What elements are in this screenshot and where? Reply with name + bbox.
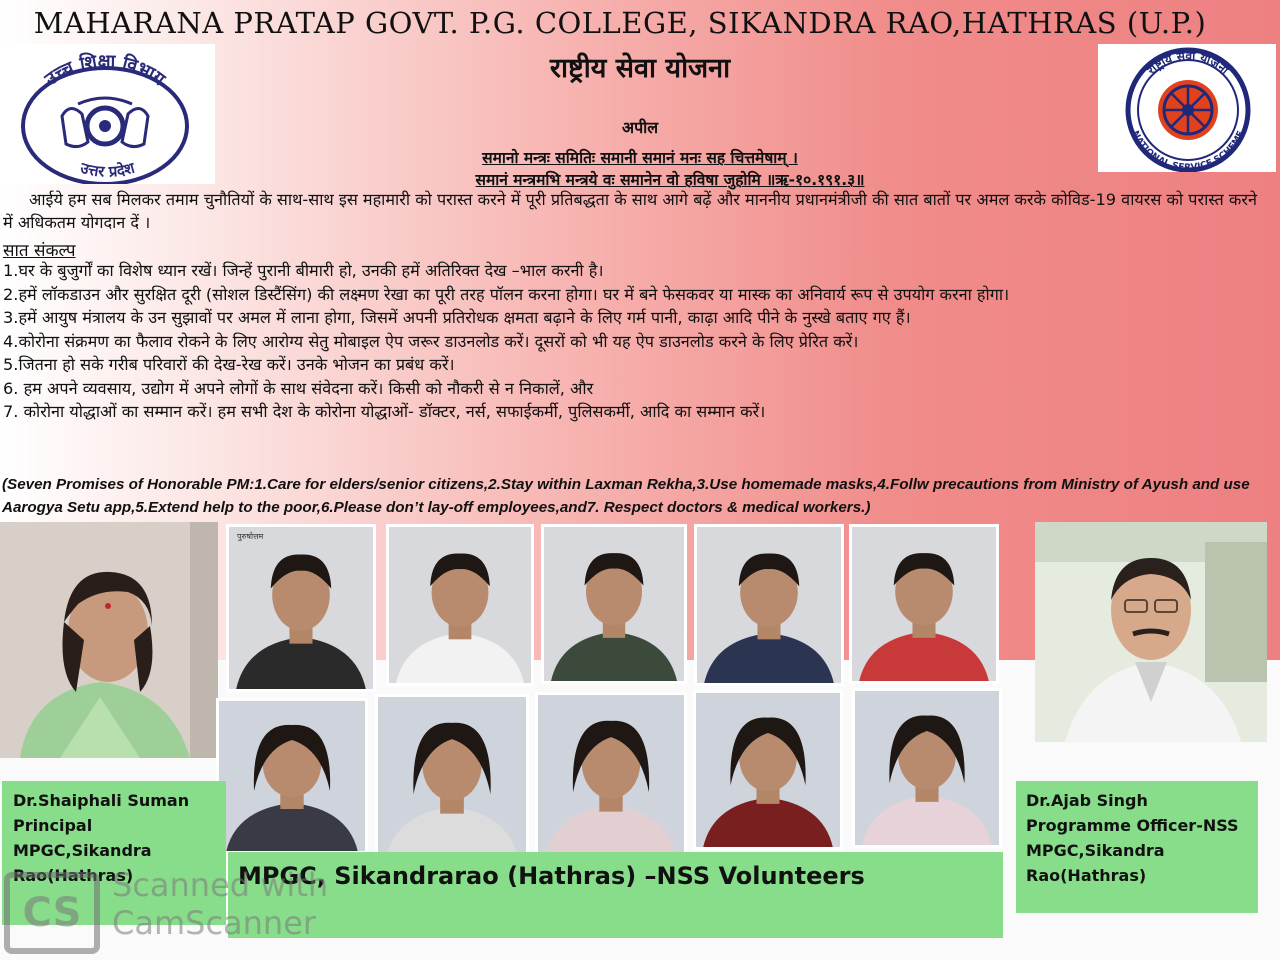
male-volunteer-photo [541, 524, 687, 684]
male-volunteer-photo [226, 524, 376, 692]
nss-logo [1098, 44, 1276, 172]
officer-photo [1035, 522, 1267, 742]
uchch-shiksha-logo [0, 44, 215, 184]
appeal-label: अपील [621, 118, 659, 137]
left-logo-top-text: उच्च शिक्षा विभाग [41, 50, 169, 91]
appeal-paragraph: आईये हम सब मिलकर तमाम चुनौतियों के साथ-साथ इस महामारी को परास्त करने में पूरी प्रतिबद्धता के साथ आगे बढ़ें और माननीय प्रधानमंत्रीजी की सात बातों पर अमल करके कोविड-19 वायरस को परास्त करने में अधिकतम योगदान दें । [3, 190, 1257, 232]
principal-org-line1: MPGC,Sikandra [13, 841, 152, 860]
nss-wheel-emblem-icon [1098, 44, 1276, 172]
officer-name: Dr.Ajab Singh [1026, 791, 1148, 810]
svg-text:उत्तर प्रदेश [77, 158, 137, 180]
verse-line-2: समानं मन्त्रमभि मन्त्रये वः समानेन वो हविषा जुहोमि ॥ऋ-१०.१९१.३॥ [475, 171, 865, 189]
right-logo-bottom-text: NATIONAL SERVICE SCHEME [1129, 129, 1247, 172]
photo-name-tag: पुरुषोत्तम [237, 532, 264, 541]
officer-org-line2: Rao(Hathras) [1026, 866, 1147, 885]
pledges-list [3, 259, 1263, 424]
uchch-shiksha-emblem-icon [0, 44, 215, 184]
watermark-line1: Scanned with [112, 866, 329, 904]
page-subtitle: राष्ट्रीय सेवा योजना [549, 53, 731, 84]
female-volunteer-photo [852, 688, 1002, 848]
male-volunteer-photo [849, 524, 999, 684]
female-volunteer-photo [693, 690, 843, 850]
camscanner-logo-icon: CS [4, 872, 100, 954]
pledge-item: 4.कोरोना संक्रमण का फैलाव रोकने के लिए आरोग्य सेतु मोबाइल ऐप जरूर डाउनलोड करें। दूसरों को भी यह ऐप डाउनलोड करने के लिए प्रेरित करें। [3, 331, 859, 351]
principal-org-line2: Rao(Hathras) [13, 866, 134, 885]
right-logo-top-text: राष्ट्रीय सेवा योजना [1144, 48, 1232, 78]
pledge-item: 6. हम अपने व्यवसाय, उद्योग में अपने लोगों के साथ संवेदना करें। किसी को नौकरी से न निकालें, और [3, 378, 594, 398]
female-volunteer-photo [535, 692, 687, 860]
svg-text:उच्च शिक्षा विभाग [40, 50, 169, 91]
pledge-item: 1.घर के बुजुर्गों का विशेष ध्यान रखें। जिन्हें पुरानी बीमारी हो, उनकी हमें अतिरिक्त देख –भाल करनी है। [3, 261, 604, 280]
pledge-item: 5.जितना हो सके गरीब परिवारों की देख-रेख करें। उनके भोजन का प्रबंध करें। [3, 355, 455, 374]
pledge-item: 7. कोरोना योद्धाओं का सम्मान करें। हम सभी देश के कोरोना योद्धाओं- डॉक्टर, नर्स, सफाईकर्मी, पुलिसकर्मी, आदि का सम्मान करें। [3, 402, 766, 421]
male-volunteer-photo [694, 524, 844, 686]
volunteers-label: MPGC, Sikandrarao (Hathras) –NSS Volunteers [238, 862, 865, 890]
officer-info-box [1016, 781, 1258, 913]
principal-photo [0, 522, 218, 758]
female-volunteer-photo [375, 694, 529, 862]
officer-org-line1: MPGC,Sikandra [1026, 841, 1165, 860]
pledges-heading: सात संकल्प [3, 241, 76, 261]
watermark-line2: CamScanner [112, 904, 317, 942]
left-logo-bottom-text: उत्तर प्रदेश [78, 158, 137, 181]
principal-name: Dr.Shaiphali Suman [13, 791, 190, 810]
officer-role: Programme Officer-NSS [1026, 816, 1239, 835]
principal-role: Principal [13, 816, 93, 835]
pledge-item: 3.हमें आयुष मंत्रालय के उन सुझावों पर अमल में लाना होगा, जिसमें अपनी प्रतिरोधक क्षमता बढ़ाने के लिए गर्म पानी, काढ़ा आदि पीने के नुस्खे बताए गए हैं। [3, 308, 911, 327]
female-volunteer-photo [216, 698, 368, 854]
english-summary: (Seven Promises of Honorable PM:1.Care for elders/senior citizens,2.Stay within Laxman Rekha,3.Use homemade masks,4.Follw precautions from Ministry of Ayush and use Aarogya Setu app,5.Extend help to the poor,6.Please don’t lay-off employees,and7. Respect doctors & medical workers.) [2, 476, 1250, 516]
page-title: MAHARANA PRATAP GOVT. P.G. COLLEGE, SIKANDRA RAO,HATHRAS (U.P.) [33, 6, 1207, 40]
male-volunteer-photo [386, 524, 534, 686]
pledge-item: 2.हमें लॉकडाउन और सुरक्षित दूरी (सोशल डिस्टैंसिंग) की लक्ष्मण रेखा का पूरी तरह पॉलन करना होगा। घर में बने फेसकवर या मास्क का अनिवार्य रूप से उपयोग करना होगा। [3, 284, 1010, 304]
verse-line-1: समानो मन्त्रः समितिः समानी समानं मनः सह चित्तमेषाम् । [482, 149, 798, 167]
